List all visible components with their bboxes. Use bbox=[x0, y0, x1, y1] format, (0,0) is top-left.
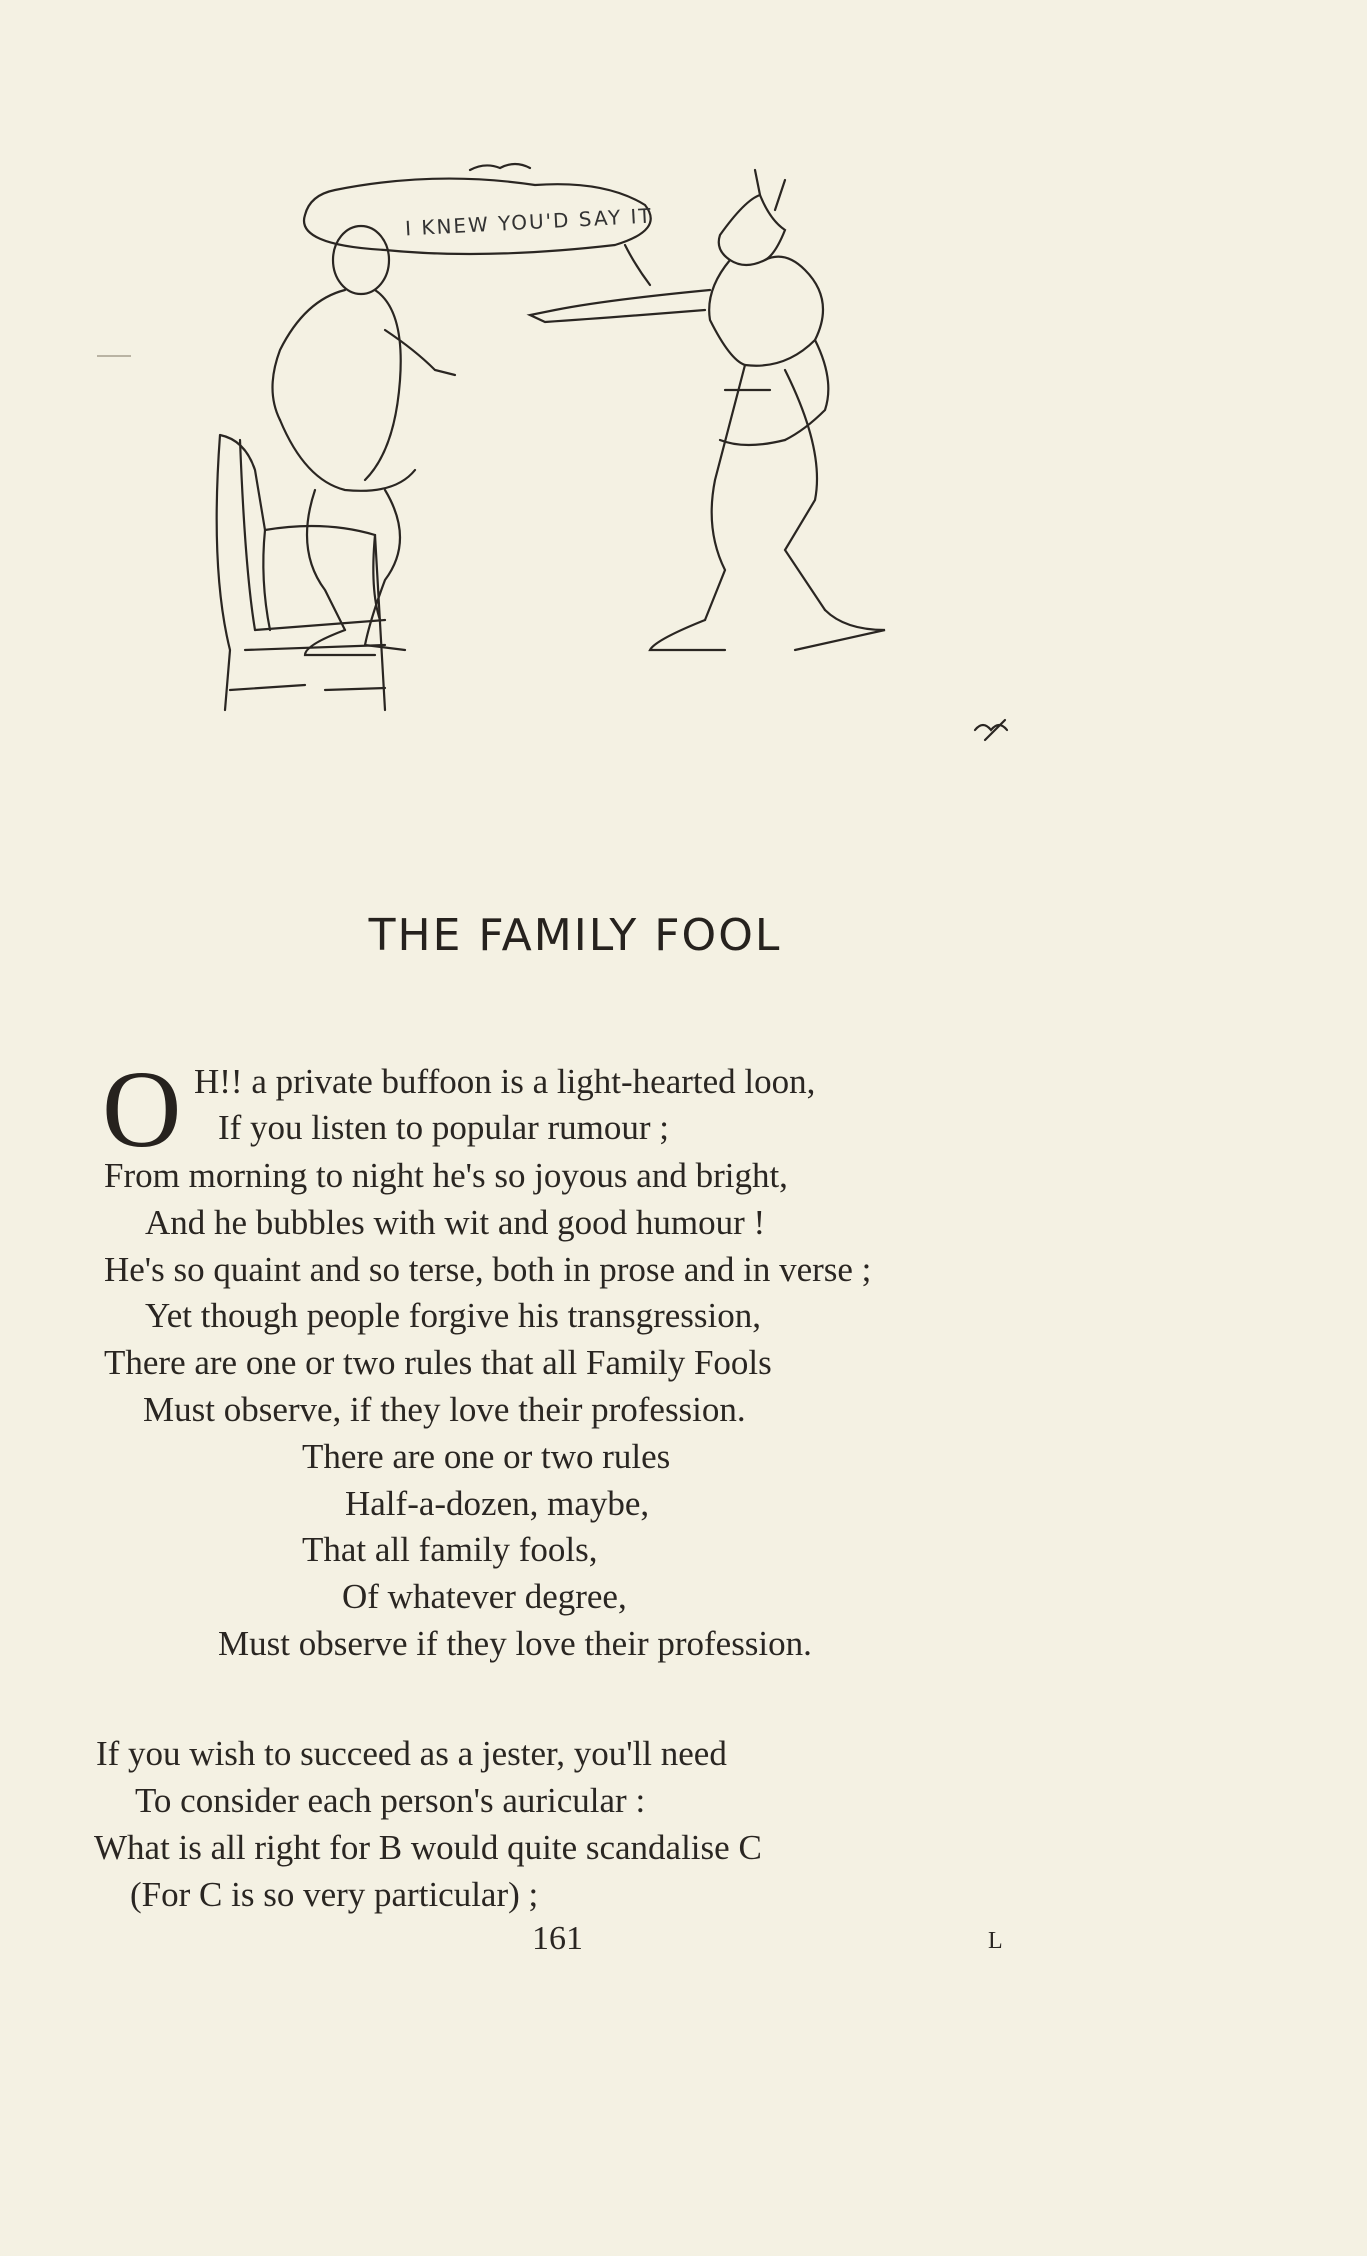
illustration-jester-and-gentleman bbox=[185, 150, 1035, 760]
poem-line: Must observe if they love their profession. bbox=[218, 1624, 812, 1663]
poem-line: (For C is so very particular) ; bbox=[130, 1875, 539, 1914]
poem-line: What is all right for B would quite scandalise C bbox=[94, 1828, 762, 1867]
poem-line: If you wish to succeed as a jester, you'll need bbox=[96, 1734, 727, 1773]
page-number: 161 bbox=[532, 1920, 583, 1957]
poem-line: Half-a-dozen, maybe, bbox=[345, 1484, 650, 1523]
poem-line: Yet though people forgive his transgression, bbox=[145, 1296, 762, 1335]
poem-line: From morning to night he's so joyous and bright, bbox=[104, 1156, 788, 1195]
poem-line: To consider each person's auricular : bbox=[135, 1781, 646, 1820]
poem-line: That all family fools, bbox=[302, 1530, 598, 1569]
signature-mark: L bbox=[988, 1928, 1004, 1954]
drop-cap: O bbox=[102, 1048, 182, 1170]
poem-line: There are one or two rules bbox=[302, 1437, 671, 1476]
poem-line: There are one or two rules that all Family Fools bbox=[104, 1343, 772, 1382]
poem-line: Of whatever degree, bbox=[342, 1577, 627, 1616]
poem-title: THE FAMILY FOOL bbox=[368, 910, 782, 961]
speech-bubble-text: I KNEW YOU'D SAY IT bbox=[404, 203, 654, 241]
margin-mark bbox=[97, 355, 131, 357]
poem-line: Must observe, if they love their profession. bbox=[143, 1390, 746, 1429]
poem-line: He's so quaint and so terse, both in prose and in verse ; bbox=[104, 1250, 872, 1289]
poem-line: If you listen to popular rumour ; bbox=[218, 1108, 670, 1147]
poem-line: And he bubbles with wit and good humour ! bbox=[145, 1203, 766, 1242]
poem-line: H!! a private buffoon is a light-hearted loon, bbox=[194, 1062, 816, 1101]
